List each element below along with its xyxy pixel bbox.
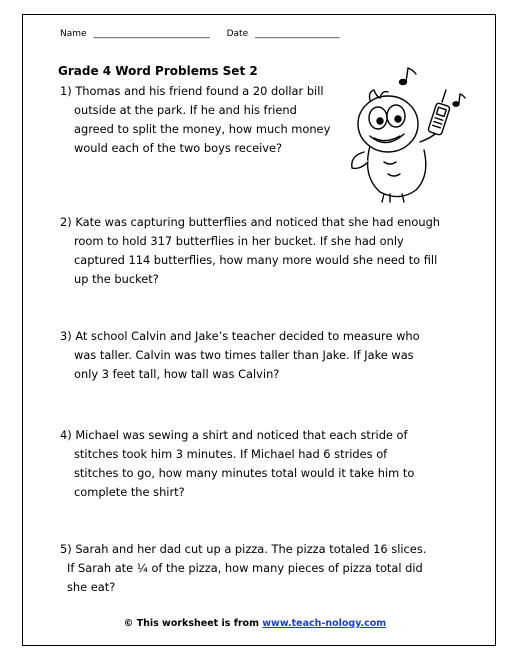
problem-1-line-2: outside at the park. If he and his friend bbox=[74, 103, 297, 117]
problem-1 bbox=[60, 82, 331, 158]
footer-link[interactable]: www.teach-nology.com bbox=[262, 618, 387, 629]
worksheet-title: Grade 4 Word Problems Set 2 bbox=[58, 64, 258, 78]
problem-2-line-1: 2) Kate was capturing butterflies and noticed that she had enough bbox=[60, 215, 441, 229]
music-note-icon bbox=[400, 68, 466, 106]
problem-1-line-3: agreed to split the money, how much money bbox=[74, 122, 331, 136]
problem-4-line-3: stitches to go, how many minutes total would it take him to bbox=[74, 466, 415, 480]
problem-5-line-1: 5) Sarah and her dad cut up a pizza. The pizza totaled 16 slices. bbox=[60, 542, 427, 556]
problem-2-line-3: captured 114 butterflies, how many more would she need to fill bbox=[74, 253, 438, 267]
footer-credit: © This worksheet is from www.teach-nology.com bbox=[123, 618, 387, 629]
problem-4-line-1: 4) Michael was sewing a shirt and noticed that each stride of bbox=[60, 428, 408, 442]
problem-4-line-4: complete the shirt? bbox=[74, 485, 185, 499]
problem-4-line-2: stitches took him 3 minutes. If Michael had 6 strides of bbox=[74, 447, 388, 461]
date-label: Date bbox=[226, 29, 249, 39]
problem-4-number: 4) bbox=[60, 428, 72, 442]
problem-2-line-2: room to hold 317 butterflies in her bucket. If she had only bbox=[74, 234, 404, 248]
problem-2 bbox=[60, 213, 456, 289]
problem-3-line-3: only 3 feet tall, how tall was Calvin? bbox=[74, 367, 280, 381]
problem-2-number: 2) bbox=[60, 215, 72, 229]
problem-5 bbox=[60, 540, 460, 597]
problem-3 bbox=[60, 327, 450, 384]
bird-illustration bbox=[340, 66, 470, 206]
name-label: Name bbox=[60, 29, 87, 39]
problem-4 bbox=[60, 426, 440, 502]
header-line bbox=[60, 29, 339, 39]
problem-5-line-3: she eat? bbox=[67, 580, 116, 594]
problem-1-line-4: would each of the two boys receive? bbox=[74, 141, 283, 155]
problem-5-line-2: If Sarah ate ¼ of the pizza, how many pieces of pizza total did bbox=[67, 561, 423, 575]
problem-3-number: 3) bbox=[60, 329, 72, 343]
problem-1-line-1: 1) Thomas and his friend found a 20 dollar bill bbox=[60, 84, 324, 98]
problem-3-line-1: 3) At school Calvin and Jake’s teacher decided to measure who bbox=[60, 329, 420, 343]
problem-3-line-2: was taller. Calvin was two times taller than Jake. If Jake was bbox=[74, 348, 414, 362]
problem-1-number: 1) bbox=[60, 84, 72, 98]
problem-2-line-4: up the bucket? bbox=[74, 272, 159, 286]
name-blank: _____________________________ bbox=[93, 29, 210, 39]
date-blank: _____________________ bbox=[255, 29, 339, 39]
problem-5-number: 5) bbox=[60, 542, 72, 556]
